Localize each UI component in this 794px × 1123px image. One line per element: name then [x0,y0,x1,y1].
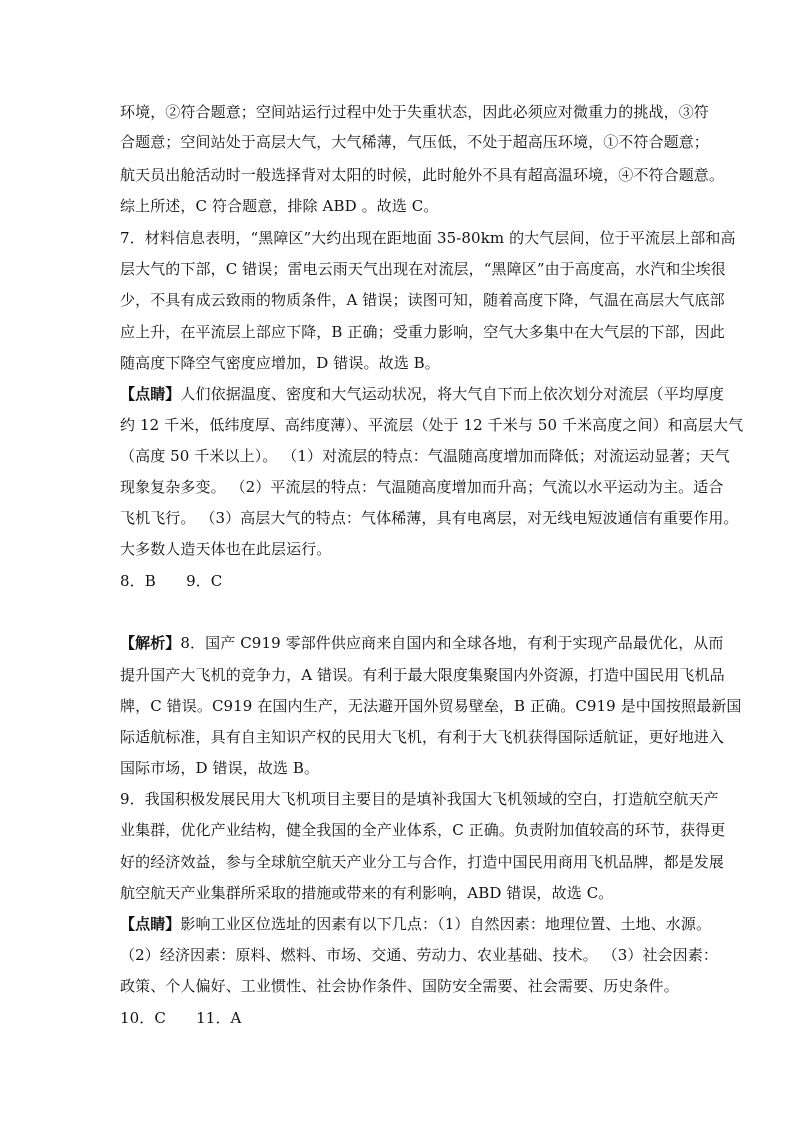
dianjing-line: 政策、个人偏好、工业惯性、社会协作条件、国防安全需要、社会需要、历史条件。 [120,977,679,995]
answer-7-line: 层大气的下部，C 错误；雷电云雨天气出现在对流层，“黑障区”由于高度高，水汽和尘埃很 [120,260,726,278]
dianjing-label: 【点睛】 [120,915,181,933]
answer-8-line: 牌，C 错误。C919 在国内生产，无法避开国外贸易壁垒，B 正确。C919 是中国按照最新国 [120,697,742,715]
dianjing-text: 影响工业区位选址的因素有以下几点：（1）自然因素：地理位置、土地、水源。 [180,915,712,933]
paragraph-line: 综上所述，C 符合题意，排除 ABD 。故选 C。 [120,197,439,215]
jiexi-label: 【解析】 [120,634,181,652]
answer-7-line: 7．材料信息表明，“黑障区”大约出现在距地面 35-80km 的大气层间，位于平流层上部和高 [120,229,736,247]
answer-7-line: 应上升，在平流层上部应下降，B 正确；受重力影响，空气大多集中在大气层的下部，因此 [120,323,725,341]
answer-8-line: 际适航标准，具有自主知识产权的民用大飞机，有利于大飞机获得国际适航证，更好地进入 [120,728,725,746]
paragraph-line: 合题意；空间站处于高层大气，大气稀薄，气压低，不处于超高压环境，①不符合题意； [120,133,709,151]
paragraph-line: 航天员出舱活动时一般选择背对太阳的时候，此时舱外不具有超高温环境，④不符合题意。 [120,166,725,184]
dianjing-line: （2）经济因素：原料、燃料、市场、交通、劳动力、农业基础、技术。 （3）社会因素： [120,946,718,964]
dianjing-label: 【点睛】 [120,385,181,403]
answer-9-line: 好的经济效益，参与全球航空航天产业分工与合作，打造中国民用商用飞机品牌，都是发展 [120,853,725,871]
dianjing-line [120,915,711,933]
jiexi-line [120,634,724,652]
answer-7-line: 少，不具有成云致雨的物质条件，A 错误；读图可知，随着高度下降，气温在高层大气底部 [120,291,725,309]
dianjing-line: 大多数人造天体也在此层运行。 [120,540,332,558]
jiexi-text: 8．国产 C919 零部件供应商来自国内和全球各地，有利于实现产品最优化，从而 [180,634,724,652]
answer-7-line: 随高度下降空气密度应增加，D 错误。故选 B。 [120,354,440,372]
dianjing-line [120,385,724,403]
dianjing-line: 现象复杂多变。 （2）平流层的特点：气温随高度增加而升高；气流以水平运动为主。适合 [120,478,724,496]
paragraph-line: 环境，②符合题意；空间站运行过程中处于失重状态，因此必须应对微重力的挑战，③符 [120,103,709,121]
answers-8-9: 8．B 9．C [120,572,223,590]
dianjing-text: 人们依据温度、密度和大气运动状况，将大气自下而上依次划分对流层（平均厚度 [180,385,725,403]
dianjing-line: 飞机飞行。 （3）高层大气的特点：气体稀薄，具有电离层，对无线电短波通信有重要作用。 [120,509,739,527]
dianjing-line: 约 12 千米，低纬度厚、高纬度薄）、平流层（处于 12 千米与 50 千米高度之间）和高层大气 [120,416,744,434]
answer-8-line: 提升国产大飞机的竞争力，A 错误。有利于最大限度集聚国内外资源，打造中国民用飞机品 [120,666,725,684]
answers-10-11: 10．C 11．A [120,1009,242,1027]
answer-9-line: 航空航天产业集群所采取的措施或带来的有利影响，ABD 错误，故选 C。 [120,884,614,902]
answer-9-line: 9．我国积极发展民用大飞机项目主要目的是填补我国大飞机领域的空白，打造航空航天产 [120,790,719,808]
answer-9-line: 业集群，优化产业结构，健全我国的全产业体系，C 正确。负责附加值较高的环节，获得更 [120,821,726,839]
answer-8-line: 国际市场，D 错误，故选 B。 [120,759,320,777]
dianjing-line: （高度 50 千米以上）。 （1）对流层的特点：气温随高度增加而降低；对流运动显著；天气 [120,447,730,465]
